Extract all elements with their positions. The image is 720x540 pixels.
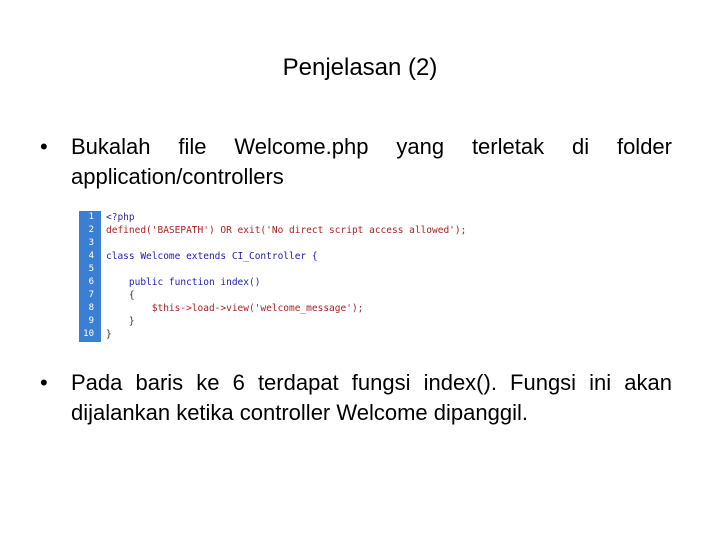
code-line [79, 328, 499, 341]
line-number: 4 [88, 251, 94, 261]
code-text: } [106, 316, 135, 327]
code-line [79, 211, 499, 224]
line-number: 2 [88, 225, 94, 235]
bullet-item [40, 132, 672, 192]
line-number: 8 [88, 303, 94, 313]
code-line [79, 224, 499, 237]
line-number: 3 [88, 238, 94, 248]
code-screenshot [79, 211, 499, 342]
code-line [79, 250, 499, 263]
code-text: defined('BASEPATH') OR exit('No direct script access allowed'); [106, 225, 467, 236]
code-line [79, 263, 499, 276]
line-number: 10 [83, 329, 94, 339]
code-line [79, 315, 499, 328]
code-line [79, 237, 499, 250]
bullet-text: Pada baris ke 6 terdapat fungsi index(). Fungsi ini akan dijalankan ketika controller Welcome dipanggil. [71, 370, 672, 425]
bullet-marker: • [40, 370, 48, 395]
bullet-text: Bukalah file Welcome.php yang terletak di folder application/controllers [71, 134, 672, 189]
code-text: <?php [106, 212, 135, 223]
line-number: 7 [88, 290, 94, 300]
slide-title: Penjelasan (2) [282, 54, 438, 81]
line-number: 1 [88, 212, 94, 222]
code-line [79, 302, 499, 315]
code-text: class Welcome extends CI_Controller { [106, 251, 318, 262]
bullet-item [40, 368, 672, 428]
line-number: 9 [88, 316, 94, 326]
code-text: $this->load->view('welcome_message'); [106, 303, 364, 314]
code-line [79, 276, 499, 289]
code-text: public function index() [106, 277, 261, 288]
code-text: } [106, 329, 112, 340]
bullet-marker: • [40, 134, 48, 159]
code-text: { [106, 290, 135, 301]
line-number: 6 [88, 277, 94, 287]
code-line [79, 289, 499, 302]
line-number: 5 [88, 264, 94, 274]
